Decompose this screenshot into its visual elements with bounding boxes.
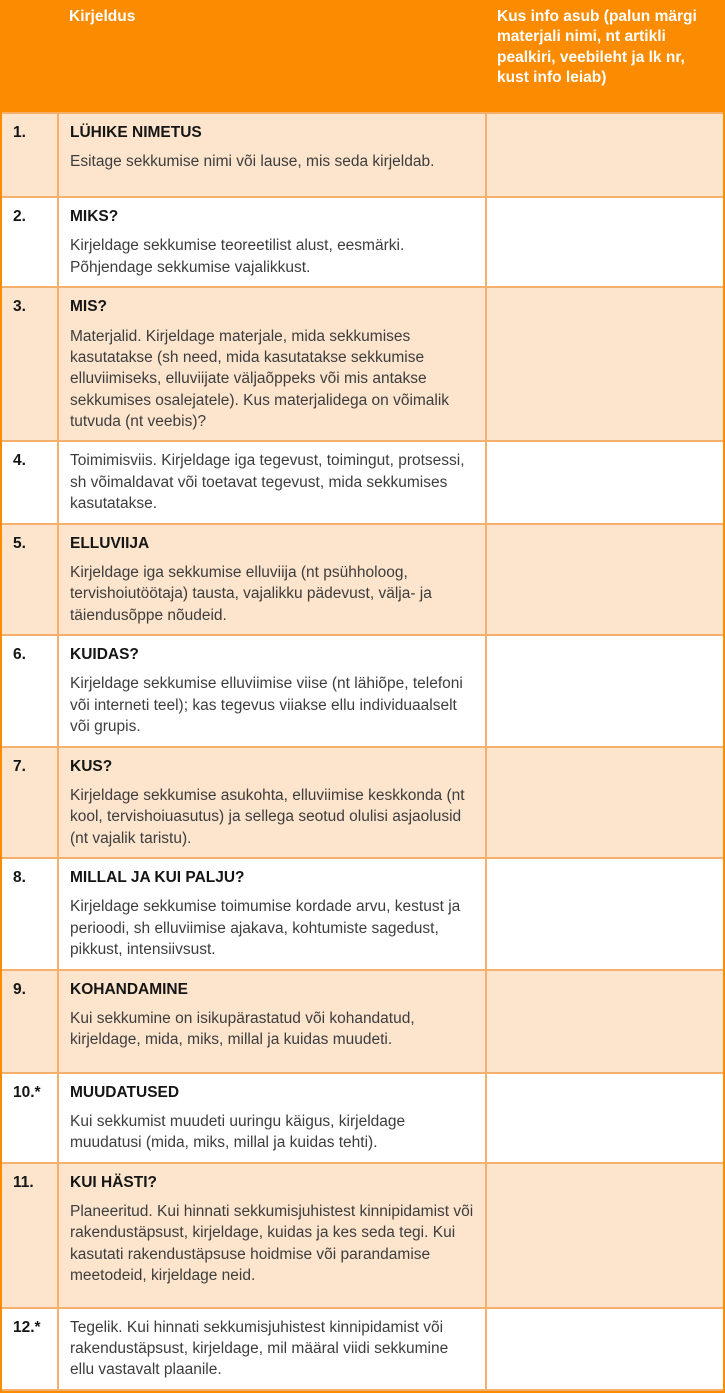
table-row xyxy=(2,287,723,441)
table-row xyxy=(2,441,723,523)
row-description xyxy=(58,287,486,441)
row-heading: KUI HÄSTI? xyxy=(70,1173,157,1191)
row-number: 11. xyxy=(2,1163,58,1308)
row-description xyxy=(58,747,486,859)
row-body-text: Planeeritud. Kui hinnati sekkumisjuhistest kinnipidamist või rakendustäpsust, kirjeldage, kuidas ja kes seda tegi. Kui kasutati rakendustäpsuse hoidmise või parandamise meetodeid, kirjeldage neid. xyxy=(70,1203,474,1285)
row-heading: MIS? xyxy=(70,298,108,316)
row-number: 5. xyxy=(2,524,58,636)
row-heading: ELLUVIIJA xyxy=(70,534,150,552)
row-body-text: Kirjeldage sekkumise elluviimise viise (nt lähiõpe, telefoni või interneti teel); kas tegevus viiakse ellu individuaalselt või grupis. xyxy=(70,675,463,736)
row-body-text: Toimimisviis. Kirjeldage iga tegevust, toimingut, protsessi, sh võimaldavat või toetavat tegevust, mida sekkumises kasutatakse. xyxy=(70,452,465,513)
row-info-cell xyxy=(486,113,723,197)
row-info-cell xyxy=(486,441,723,523)
row-body-text: Kirjeldage sekkumise teoreetilist alust, eesmärki. Põhjendage sekkumise vajalikkust. xyxy=(70,237,405,276)
table-row xyxy=(2,197,723,287)
row-body-text: Kui sekkumist muudeti uuringu käigus, kirjeldage muudatusi (mida, miks, millal ja kuidas tehti). xyxy=(70,1112,406,1152)
row-info-cell xyxy=(486,1163,723,1308)
row-info-cell xyxy=(486,747,723,859)
header-cell-info: Kus info asub (palun märgi materjali nimi, nt artikli pealkiri, veebileht ja lk nr, kust info leiab) xyxy=(486,0,723,113)
table-header-row xyxy=(2,0,723,113)
row-description xyxy=(58,1163,486,1308)
row-info-cell xyxy=(486,524,723,636)
row-number: 3. xyxy=(2,287,58,441)
table-row xyxy=(2,1073,723,1163)
row-description xyxy=(58,1308,486,1390)
row-description xyxy=(58,113,486,197)
row-description xyxy=(58,524,486,636)
row-body-text: Kirjeldage sekkumise asukohta, elluviimise keskkonda (nt kool, tervishoiuasutus) ja sellega seotud olulisi asjaolusid (nt vajalik taristu). xyxy=(70,786,465,847)
table-row xyxy=(2,635,723,747)
row-description xyxy=(58,858,486,970)
row-number: 7. xyxy=(2,747,58,859)
row-info-cell xyxy=(486,858,723,970)
row-heading: MUUDATUSED xyxy=(70,1083,180,1101)
row-heading: MIKS? xyxy=(70,208,119,225)
row-number: 6. xyxy=(2,635,58,747)
row-heading: MILLAL JA KUI PALJU? xyxy=(70,869,245,886)
row-number: 10.* xyxy=(2,1073,58,1163)
row-heading: KOHANDAMINE xyxy=(70,980,188,998)
row-body-text: Materjalid. Kirjeldage materjale, mida sekkumises kasutatakse (sh need, mida kasutatakse sekkumise elluviimiseks, elluviijate väljaõppeks või mis antakse sekkumises osalejatele). Kus materjalidega on võimalik tutvuda (nt veebis)? xyxy=(70,327,450,430)
row-info-cell xyxy=(486,287,723,441)
row-number: 12.* xyxy=(2,1308,58,1390)
table-row xyxy=(2,970,723,1073)
table-row xyxy=(2,1308,723,1390)
row-body-text: Kirjeldage sekkumise toimumise kordade arvu, kestust ja perioodi, sh elluviimise ajakava, kohtumiste sagedust, pikkust, intensiivsust. xyxy=(70,898,461,959)
row-number: 8. xyxy=(2,858,58,970)
row-body-text: Esitage sekkumise nimi või lause, mis seda kirjeldab. xyxy=(70,153,435,171)
table-row xyxy=(2,747,723,859)
row-description xyxy=(58,197,486,287)
table-row xyxy=(2,113,723,197)
row-body-text: Kui sekkumine on isikupärastatud või kohandatud, kirjeldage, mida, miks, millal ja kuidas muudeti. xyxy=(70,1009,415,1049)
row-body-text: Tegelik. Kui hinnati sekkumisjuhistest kinnipidamist või rakendustäpsust, kirjeldage, mil määral viidi sekkumine ellu vastavalt plaanile. xyxy=(70,1318,449,1379)
row-body-text: Kirjeldage iga sekkumise elluviija (nt psühholoog, tervishoiutöötaja) tausta, vajalikku pädevust, välja- ja täiendusõppe nõudeid. xyxy=(70,563,432,624)
row-description xyxy=(58,970,486,1073)
row-description xyxy=(58,635,486,747)
row-info-cell xyxy=(486,1308,723,1390)
row-number: 4. xyxy=(2,441,58,523)
row-heading: KUIDAS? xyxy=(70,646,139,663)
row-info-cell xyxy=(486,1073,723,1163)
header-cell-description: Kirjeldus xyxy=(58,0,486,113)
table-row xyxy=(2,524,723,636)
row-info-cell xyxy=(486,970,723,1073)
row-description xyxy=(58,441,486,523)
table-row xyxy=(2,1163,723,1308)
row-heading: LÜHIKE NIMETUS xyxy=(70,124,202,141)
row-info-cell xyxy=(486,635,723,747)
checklist-table xyxy=(2,0,723,1391)
row-number: 9. xyxy=(2,970,58,1073)
table-row xyxy=(2,858,723,970)
row-description xyxy=(58,1073,486,1163)
row-info-cell xyxy=(486,197,723,287)
row-heading: KUS? xyxy=(70,757,113,775)
row-number: 2. xyxy=(2,197,58,287)
header-cell-number xyxy=(2,0,58,113)
row-number: 1. xyxy=(2,113,58,197)
